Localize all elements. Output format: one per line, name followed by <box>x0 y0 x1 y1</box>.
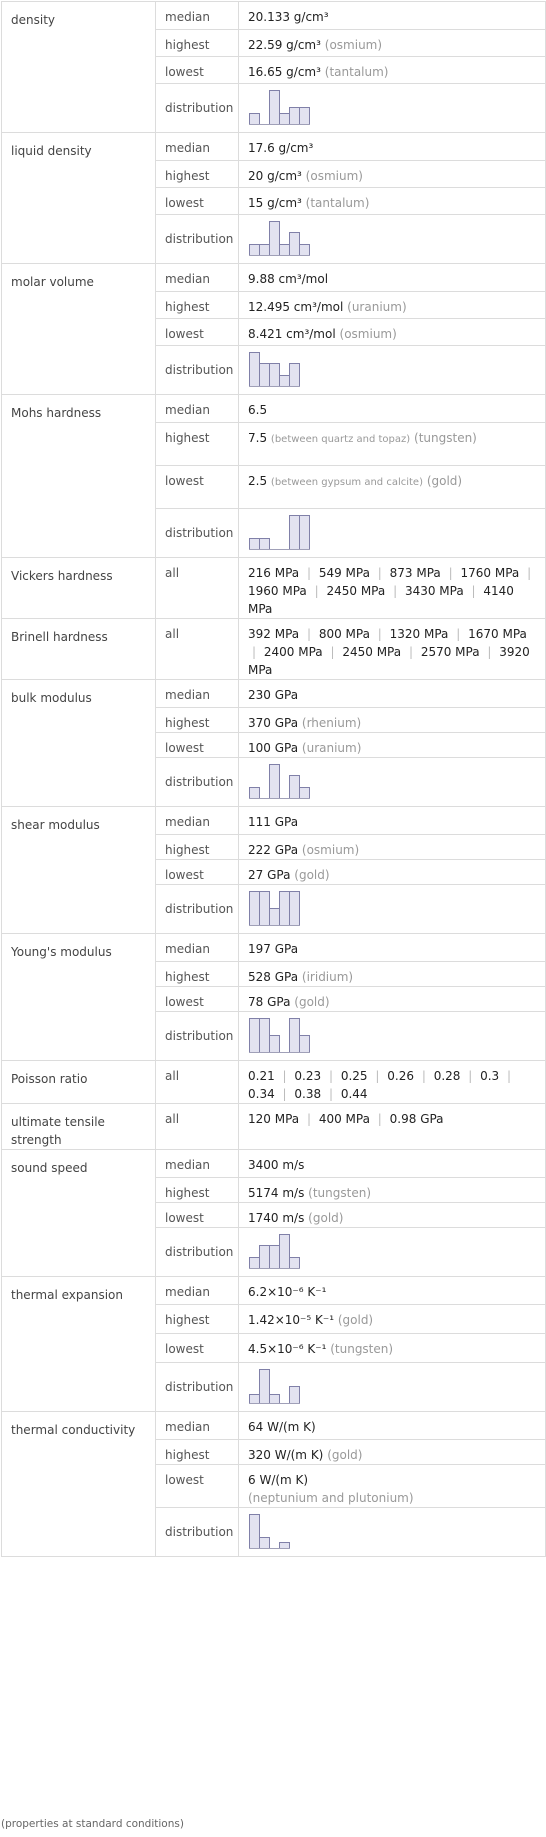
stat-value-cell <box>239 962 546 987</box>
brinell-hardness-all-row <box>2 619 546 680</box>
value-item: 4140 MPa <box>248 584 514 616</box>
thermal-expansion-median-row <box>2 1277 546 1305</box>
distribution-histogram <box>248 514 318 552</box>
vickers-hardness-all-row <box>2 558 546 619</box>
histogram-bar <box>270 765 280 799</box>
histogram-bar <box>290 1019 300 1053</box>
separator: | <box>328 1069 334 1083</box>
element-note: (osmium) <box>339 327 397 341</box>
stat-label: distribution <box>156 509 239 558</box>
histogram-bar <box>300 516 310 550</box>
value-item: 120 MPa <box>248 1112 300 1126</box>
stat-value-cell <box>239 57 546 84</box>
distribution-histogram <box>248 89 318 127</box>
stat-label: median <box>156 1277 239 1305</box>
stat-value-cell <box>239 807 546 835</box>
stat-label: median <box>156 395 239 423</box>
stat-value-cell <box>239 1440 546 1465</box>
property-name: thermal expansion <box>2 1277 156 1412</box>
distribution-histogram <box>248 1513 318 1551</box>
value-text: 100 GPa <box>248 741 299 755</box>
distribution-histogram <box>248 351 318 389</box>
separator: | <box>330 645 335 659</box>
property-name: Poisson ratio <box>2 1061 156 1104</box>
element-note: (osmium) <box>324 38 383 52</box>
distribution-cell <box>239 758 546 807</box>
value-text: 15 g/cm³ <box>248 196 302 210</box>
separator: | <box>314 584 319 598</box>
stat-label: lowest <box>156 733 239 758</box>
value-text: 528 GPa <box>248 970 299 984</box>
stat-value-cell <box>239 264 546 292</box>
value-text: 5174 m/s <box>248 1186 305 1200</box>
value-item: 0.28 <box>433 1069 461 1083</box>
value-item: 800 MPa <box>318 627 370 641</box>
property-name: shear modulus <box>2 807 156 934</box>
histogram-bar <box>300 788 310 799</box>
histogram-bar <box>260 245 270 256</box>
stat-label: lowest <box>156 860 239 885</box>
separator: | <box>282 1069 287 1083</box>
stat-label: highest <box>156 1178 239 1203</box>
separator: | <box>487 645 492 659</box>
stat-value-cell <box>239 161 546 188</box>
stat-value-cell <box>239 733 546 758</box>
stat-label: median <box>156 1150 239 1178</box>
histogram-bar <box>250 114 260 125</box>
ultimate-tensile-strength-all-row <box>2 1104 546 1150</box>
value-item: 0.34 <box>248 1087 275 1101</box>
value-item: 400 MPa <box>318 1112 370 1126</box>
stat-label: highest <box>156 292 239 319</box>
stat-value-cell <box>239 1465 546 1508</box>
stat-label: distribution <box>156 215 239 264</box>
stat-value-cell <box>239 1334 546 1363</box>
separator: | <box>377 566 382 580</box>
separator: | <box>252 645 257 659</box>
histogram-bar <box>250 1515 260 1549</box>
stat-label: highest <box>156 1305 239 1334</box>
stat-label: distribution <box>156 1363 239 1412</box>
element-note: (gold) <box>426 474 463 488</box>
value-item: 3430 MPa <box>404 584 464 598</box>
distribution-histogram <box>248 1368 318 1406</box>
histogram-bar <box>250 353 260 387</box>
element-note: (uranium) <box>347 300 407 314</box>
property-name: Young's modulus <box>2 934 156 1061</box>
histogram-bar <box>270 364 280 387</box>
stat-value-cell <box>239 680 546 708</box>
histogram-bar <box>250 245 260 256</box>
value-item: 0.98 GPa <box>389 1112 444 1126</box>
stat-value-cell <box>239 292 546 319</box>
element-note: (osmium) <box>301 843 360 857</box>
distribution-cell <box>239 1363 546 1412</box>
histogram-bar <box>270 91 280 125</box>
value-text: 64 W/(m K) <box>248 1420 316 1434</box>
stat-label: lowest <box>156 1334 239 1363</box>
value-text: 8.421 cm³/mol <box>248 327 336 341</box>
distribution-histogram <box>248 763 318 801</box>
stat-value-cell <box>239 395 546 423</box>
value-item: 392 MPa <box>248 627 300 641</box>
value-text: 20 g/cm³ <box>248 169 302 183</box>
young-s-modulus-median-row <box>2 934 546 962</box>
value-item: 1320 MPa <box>389 627 449 641</box>
separator: | <box>408 645 413 659</box>
element-note: (tungsten) <box>414 431 477 445</box>
value-item: 0.38 <box>294 1087 322 1101</box>
histogram-bar <box>250 539 260 550</box>
stat-value-cell <box>239 2 546 30</box>
stat-value-cell <box>239 423 546 466</box>
stat-label: lowest <box>156 188 239 215</box>
stat-value-cell <box>239 934 546 962</box>
property-name: Brinell hardness <box>2 619 156 680</box>
element-note: (tantalum) <box>305 196 370 210</box>
histogram-bar <box>280 1543 290 1549</box>
density-median-row <box>2 2 546 30</box>
histogram-bar <box>300 245 310 256</box>
element-note: (gold) <box>337 1313 374 1327</box>
property-name: bulk modulus <box>2 680 156 807</box>
value-item: 216 MPa <box>248 566 300 580</box>
stat-label: highest <box>156 30 239 57</box>
value-item: 549 MPa <box>318 566 370 580</box>
value-text: 6.5 <box>248 403 268 417</box>
liquid-density-median-row <box>2 133 546 161</box>
value-item: 2400 MPa <box>263 645 323 659</box>
thermal-conductivity-median-row <box>2 1412 546 1440</box>
histogram-bar <box>290 1387 300 1404</box>
value-text: 2.5 <box>248 474 268 488</box>
stat-value-cell <box>239 1412 546 1440</box>
stat-value-cell <box>239 987 546 1012</box>
value-item: 0.25 <box>340 1069 368 1083</box>
histogram-bar <box>260 364 270 387</box>
separator: | <box>507 1069 512 1083</box>
histogram-bar <box>300 1036 310 1053</box>
element-note: (gold) <box>308 1211 344 1225</box>
histogram-bar <box>270 909 280 926</box>
stat-value-cell <box>239 1277 546 1305</box>
separator: | <box>328 1087 334 1101</box>
separator: | <box>421 1069 426 1083</box>
value-text: 17.6 g/cm³ <box>248 141 314 155</box>
histogram-bar <box>290 364 300 387</box>
value-text: 3400 m/s <box>248 1158 305 1172</box>
value-item: 1670 MPa <box>468 627 527 641</box>
separator: | <box>527 566 532 580</box>
value-text: 22.59 g/cm³ <box>248 38 321 52</box>
stat-label: distribution <box>156 346 239 395</box>
property-name: sound speed <box>2 1150 156 1277</box>
stat-value-cell <box>239 30 546 57</box>
stat-label: distribution <box>156 84 239 133</box>
histogram-bar <box>300 108 310 125</box>
stat-value-cell <box>239 188 546 215</box>
value-item: 873 MPa <box>389 566 441 580</box>
stat-label: highest <box>156 962 239 987</box>
distribution-histogram <box>248 1017 318 1055</box>
value-text: 111 GPa <box>248 815 299 829</box>
value-item: 2570 MPa <box>420 645 480 659</box>
histogram-bar <box>270 222 280 256</box>
distribution-cell <box>239 1508 546 1557</box>
stat-label: highest <box>156 835 239 860</box>
value-item: 0.44 <box>340 1087 368 1101</box>
histogram-bar <box>280 892 290 926</box>
property-name: ultimate tensile strength <box>2 1104 156 1150</box>
stat-label: all <box>156 1061 239 1104</box>
histogram-bar <box>290 516 300 550</box>
stat-label: median <box>156 2 239 30</box>
sound-speed-median-row <box>2 1150 546 1178</box>
stat-label: lowest <box>156 57 239 84</box>
histogram-bar <box>250 892 260 926</box>
distribution-histogram <box>248 1233 318 1271</box>
histogram-bar <box>260 892 270 926</box>
stat-value-cell <box>239 708 546 733</box>
stat-label: median <box>156 934 239 962</box>
poisson-ratio-all-row <box>2 1061 546 1104</box>
histogram-bar <box>280 245 290 256</box>
stat-label: median <box>156 680 239 708</box>
separator: | <box>468 1069 473 1083</box>
element-note: (rhenium) <box>301 716 362 730</box>
separator: | <box>377 627 382 641</box>
separator: | <box>393 584 398 598</box>
histogram-bar <box>270 1395 280 1404</box>
stat-value-cell <box>239 1203 546 1228</box>
separator: | <box>448 566 453 580</box>
value-text: 4.5×10⁻⁶ K⁻¹ <box>248 1342 327 1356</box>
histogram-bar <box>290 108 300 125</box>
stat-value-cell <box>239 1150 546 1178</box>
value-text: 6.2×10⁻⁶ K⁻¹ <box>248 1285 327 1299</box>
distribution-cell <box>239 509 546 558</box>
histogram-bar <box>260 1538 270 1549</box>
molar-volume-median-row <box>2 264 546 292</box>
stat-value-cell <box>239 1104 546 1150</box>
value-item: 2450 MPa <box>342 645 402 659</box>
histogram-bar <box>250 788 260 799</box>
value-text: 16.65 g/cm³ <box>248 65 321 79</box>
element-note: (tantalum) <box>324 65 389 79</box>
stat-label: median <box>156 1412 239 1440</box>
property-name: liquid density <box>2 133 156 264</box>
element-note: (tungsten) <box>330 1342 394 1356</box>
separator: | <box>306 1112 311 1126</box>
histogram-bar <box>250 1395 260 1404</box>
value-item: 0.3 <box>480 1069 500 1083</box>
histogram-bar <box>290 1258 300 1269</box>
property-name: thermal conductivity <box>2 1412 156 1557</box>
value-text: 370 GPa <box>248 716 299 730</box>
value-annotation: (between gypsum and calcite) <box>270 477 423 488</box>
stat-label: distribution <box>156 1012 239 1061</box>
separator: | <box>282 1087 287 1101</box>
histogram-bar <box>250 1258 260 1269</box>
distribution-histogram <box>248 890 318 928</box>
stat-label: all <box>156 558 239 619</box>
value-item: 0.23 <box>294 1069 322 1083</box>
stat-label: lowest <box>156 319 239 346</box>
stat-label: distribution <box>156 758 239 807</box>
value-text: 7.5 <box>248 431 268 445</box>
property-name: Mohs hardness <box>2 395 156 558</box>
element-note: (gold) <box>294 995 330 1009</box>
stat-label: highest <box>156 1440 239 1465</box>
stat-label: lowest <box>156 1465 239 1508</box>
value-item: 0.26 <box>387 1069 414 1083</box>
value-text: 9.88 cm³/mol <box>248 272 329 286</box>
value-text: 1.42×10⁻⁵ K⁻¹ <box>248 1313 335 1327</box>
stat-value-cell <box>239 835 546 860</box>
element-note: (tungsten) <box>308 1186 372 1200</box>
histogram-bar <box>280 1235 290 1269</box>
stat-label: highest <box>156 423 239 466</box>
property-name: density <box>2 2 156 133</box>
mohs-hardness-median-row <box>2 395 546 423</box>
element-note: (uranium) <box>301 741 362 755</box>
histogram-bar <box>270 1246 280 1269</box>
separator: | <box>306 627 311 641</box>
value-text: 222 GPa <box>248 843 299 857</box>
separator: | <box>306 566 311 580</box>
value-item: 1960 MPa <box>248 584 307 598</box>
value-item: 0.21 <box>248 1069 275 1083</box>
value-text: 6 W/(m K) <box>248 1473 309 1487</box>
distribution-cell <box>239 346 546 395</box>
stat-value-cell <box>239 466 546 509</box>
value-text: 1740 m/s <box>248 1211 305 1225</box>
histogram-bar <box>290 233 300 256</box>
stat-label: all <box>156 619 239 680</box>
distribution-cell <box>239 885 546 934</box>
stat-value-cell <box>239 1178 546 1203</box>
histogram-bar <box>290 892 300 926</box>
value-text: 78 GPa <box>248 995 291 1009</box>
stat-value-cell <box>239 133 546 161</box>
stat-label: lowest <box>156 987 239 1012</box>
stat-label: highest <box>156 708 239 733</box>
distribution-cell <box>239 84 546 133</box>
separator: | <box>471 584 476 598</box>
shear-modulus-median-row <box>2 807 546 835</box>
properties-table-body <box>2 2 546 1557</box>
value-text: 197 GPa <box>248 942 299 956</box>
histogram-bar <box>260 1370 270 1404</box>
footnote: (properties at standard conditions) <box>1 1818 184 1830</box>
element-note: (gold) <box>327 1448 363 1462</box>
histogram-bar <box>280 114 290 125</box>
property-name: molar volume <box>2 264 156 395</box>
stat-label: distribution <box>156 885 239 934</box>
histogram-bar <box>260 1019 270 1053</box>
value-text: 320 W/(m K) <box>248 1448 324 1462</box>
stat-label: median <box>156 264 239 292</box>
stat-value-cell <box>239 1061 546 1104</box>
stat-value-cell <box>239 558 546 619</box>
distribution-cell <box>239 215 546 264</box>
element-note: (iridium) <box>301 970 354 984</box>
value-item: 3920 MPa <box>248 645 530 677</box>
value-text: 27 GPa <box>248 868 291 882</box>
property-name: Vickers hardness <box>2 558 156 619</box>
stat-label: median <box>156 807 239 835</box>
stat-value-cell <box>239 860 546 885</box>
stat-value-cell <box>239 1305 546 1334</box>
value-text: 230 GPa <box>248 688 299 702</box>
stat-label: highest <box>156 161 239 188</box>
stat-value-cell <box>239 619 546 680</box>
value-text: 12.495 cm³/mol <box>248 300 344 314</box>
stat-label: distribution <box>156 1228 239 1277</box>
histogram-bar <box>260 539 270 550</box>
separator: | <box>377 1112 382 1126</box>
value-item: 2450 MPa <box>326 584 386 598</box>
stat-label: all <box>156 1104 239 1150</box>
stat-value-cell <box>239 319 546 346</box>
separator: | <box>456 627 461 641</box>
properties-table <box>1 1 546 1557</box>
element-note: (neptunium and plutonium) <box>248 1491 414 1505</box>
value-item: 1760 MPa <box>460 566 520 580</box>
stat-label: median <box>156 133 239 161</box>
stat-label: lowest <box>156 466 239 509</box>
distribution-histogram <box>248 220 318 258</box>
bulk-modulus-median-row <box>2 680 546 708</box>
histogram-bar <box>250 1019 260 1053</box>
distribution-cell <box>239 1012 546 1061</box>
separator: | <box>375 1069 380 1083</box>
value-text: 20.133 g/cm³ <box>248 10 329 24</box>
histogram-bar <box>280 376 290 387</box>
stat-label: lowest <box>156 1203 239 1228</box>
histogram-bar <box>260 1246 270 1269</box>
distribution-cell <box>239 1228 546 1277</box>
histogram-bar <box>290 776 300 799</box>
element-note: (osmium) <box>305 169 363 183</box>
value-annotation: (between quartz and topaz) <box>270 434 411 445</box>
stat-label: distribution <box>156 1508 239 1557</box>
histogram-bar <box>270 1036 280 1053</box>
element-note: (gold) <box>294 868 330 882</box>
